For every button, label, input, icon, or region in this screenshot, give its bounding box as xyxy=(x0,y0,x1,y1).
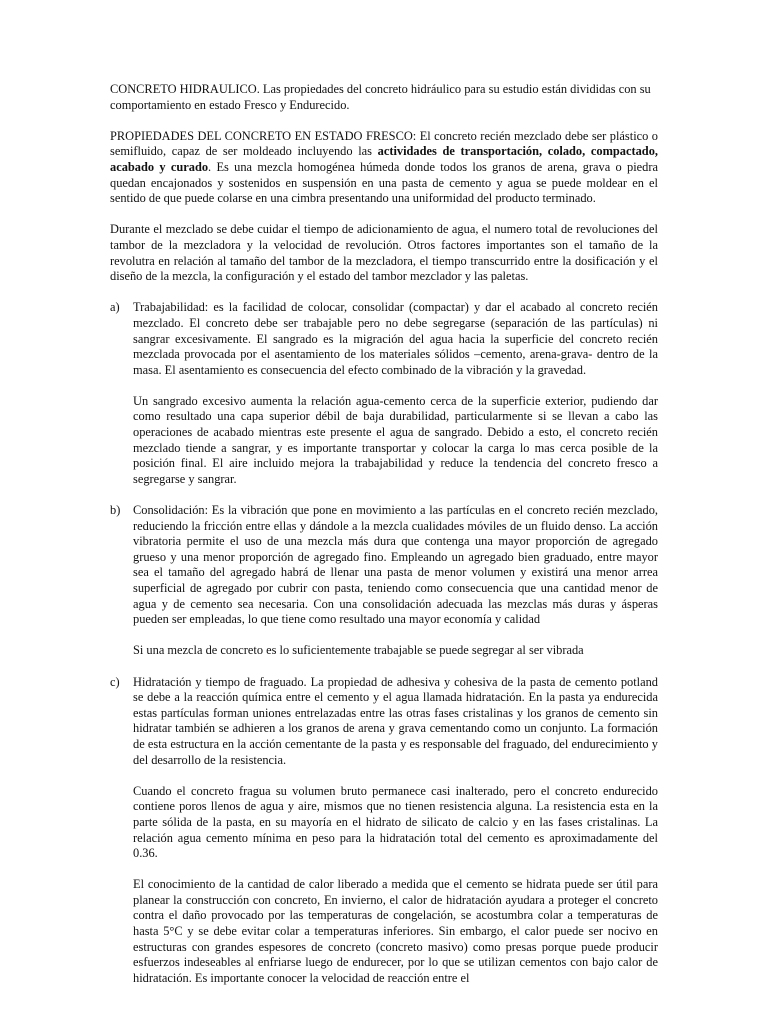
mixing-paragraph: Durante el mezclado se debe cuidar el tiempo de adicionamiento de agua, el numero total de revoluciones del tambor de la mezcladora y la velocidad de revolución. Otros factores importantes son el tamaño de la revolutra en relación al tamaño del tambor de la mezcladora, el tiempo transcurrido entre la dosificación y el diseño de la mezcla, la configuración y el estado del tambor mezclador y las paletas. xyxy=(110,222,658,284)
list-marker: a) xyxy=(110,300,120,315)
item-paragraph: Trabajabilidad: es la facilidad de colocar, consolidar (compactar) y dar el acabado al concreto recién mezclado. El concreto debe ser trabajable pero no debe segregarse (separación de las partículas) ni sangrar excesivamente. El sangrado es la migración del agua hacia la superficie del concreto recién mezclada provocada por el asentamiento de los materiales sólidos –cemento, arena-grava- dentro de la masa. El asentamiento es consecuencia del efecto combinado de la vibración y la gravedad. xyxy=(133,300,658,377)
fresh-properties-paragraph xyxy=(110,129,658,207)
item-paragraph: El conocimiento de la cantidad de calor liberado a medida que el cemento se hidrata puede ser útil para planear la construcción con concreto, En invierno, el calor de hidratación ayudara a proteger el concreto contra el daño provocado por las temperaturas de congelación, se acostumbra colar a temperaturas de hasta 5°C y se debe evitar colar a temperaturas inferiores. Sin embargo, el calor puede ser nocivo en estructuras con grandes espesores de concreto (concreto masivo) como presas porque puede producir esfuerzos indeseables al enfriarse luego de endurecer, por lo que se utilizan cementos con bajo calor de hidratación. Es importante conocer la velocidad de reacción entre el xyxy=(133,877,658,985)
item-paragraph: Cuando el concreto fragua su volumen bruto permanece casi inalterado, pero el concreto endurecido contiene poros llenos de agua y aire, mismos que no tienen resistencia alguna. La resistencia esta en la parte sólida de la pasta, en su mayoría en el hidrato de silicato de calcio y en las fases cristalinas. La relación agua cemento mínima en peso para la hidratación total del cemento es aproximadamente del 0.36. xyxy=(133,783,658,861)
item-paragraph: Consolidación: Es la vibración que pone en movimiento a las partículas en el concreto recién mezclado, reduciendo la fricción entre ellas y dándole a la mezcla cualidades móviles de un fluido denso. La acción vibratoria permite el uso de una mezcla más dura que contenga una mayor proporción de agregado grueso y una menor proporción de agregado fino. Empleando un agregado bien graduado, entre mayor sea el tamaño del agregado habrá de llenar una pasta de menor volumen y existirá una menor arrea superficial de agregado por cubrir con pasta, teniendo como consecuencia que una cantidad menor de agua y de cemento sea necesaria. Con una consolidación adecuada las mezclas más duras y ásperas pueden ser empleadas, lo que tiene como resultado una mayor economía y calidad xyxy=(133,503,658,627)
list-marker: c) xyxy=(110,674,120,689)
intro-paragraph: CONCRETO HIDRAULICO. Las propiedades del concreto hidráulico para su estudio están divididas con su comportamiento en estado Fresco y Endurecido. xyxy=(110,82,651,112)
item-paragraph: Hidratación y tiempo de fraguado. La propiedad de adhesiva y cohesiva de la pasta de cemento potland se debe a la reacción química entre el cemento y el agua llamada hidratación. En la pasta ya endurecida estas partículas forman uniones entrelazadas entre las otras fases cristalinas y los granos de cemento sin hidratar también se adhieren a los granos de arena y grava cementando como un conjunto. La formación de esta estructura en la acción cementante de la pasta y es responsable del fraguado, del endurecimiento y del desarrollo de la resistencia. xyxy=(133,674,658,767)
fresh-lead-text: PROPIEDADES DEL CONCRETO EN ESTADO FRESCO: El concreto recién mezclado debe ser plástico o semifluido, capaz de ser moldeado incluyendo las xyxy=(110,128,658,159)
list-marker: b) xyxy=(110,503,121,518)
item-paragraph: Un sangrado excesivo aumenta la relación agua-cemento cerca de la superficie exterior, pudiendo dar como resultado una capa superior débil de baja durabilidad, particularmente si se llevan a cabo las operaciones de acabado mientras este presente el agua de sangrado. Debido a esto, el concreto recién mezclado tiende a sangrar, y es importante transportar y colocar la carga lo mas cerca posible de la posición final. El aire incluido mejora la trabajabilidad y reduce la tendencia del concreto fresco a segregarse y sangrar. xyxy=(133,393,658,486)
item-paragraph: Si una mezcla de concreto es lo suficientemente trabajable se puede segregar al ser vibrada xyxy=(133,643,584,658)
fresh-bold-text: actividades de transportación, colado, compactado, acabado y curado xyxy=(110,144,658,174)
list-item-b xyxy=(110,503,658,659)
list-item-c xyxy=(110,675,658,987)
list-item-a xyxy=(110,300,658,487)
fresh-tail-text: . Es una mezcla homogénea húmeda donde todos los granos de arena, grava o piedra quedan encajonados y sostenidos en suspensión en una pasta de cemento y agua se puede moldear en el sentido de que puede colarse en una cimbra presentando una uniformidad del producto terminado. xyxy=(110,159,658,206)
